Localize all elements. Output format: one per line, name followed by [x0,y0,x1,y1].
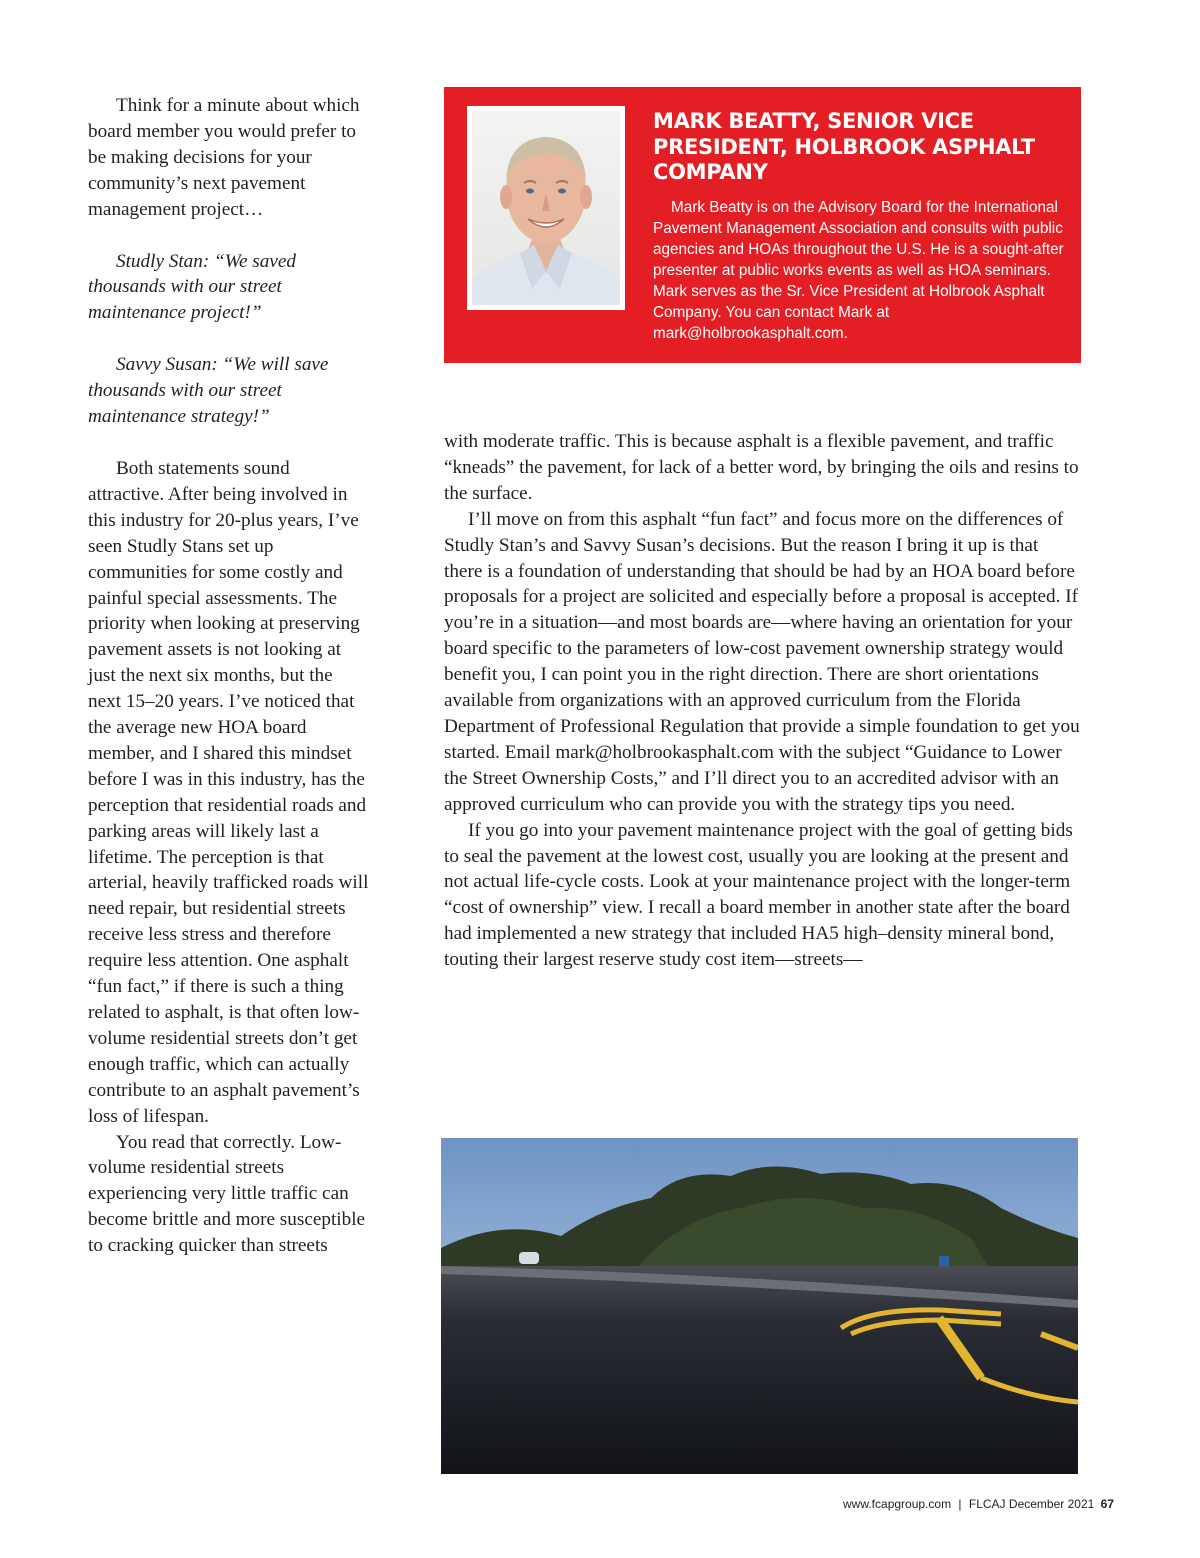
left-paragraph-end: You read that correctly. Low-volume residential streets experiencing very little traffic can become brittle and more susceptible to cracking quicker than streets [88,1131,366,1257]
right-column [444,429,1080,973]
footer-publication: FLCAJ [968,1497,1006,1511]
left-paragraph-body: Both statements sound attractive. After being involved in this industry for 20-plus years, I’ve seen Studly Stans set up communities for some costly and painful special assessments. The priority when looking at preserving pavement assets is not looking at just the next six months, but the next 15–20 years. I’ve noticed that the average new HOA board member, and I shared this mindset before I was in this industry, has the perception that residential roads and parking areas will likely last a lifetime. The perception is that arterial, heavily trafficked roads will need repair, but residential streets receive less stress and therefore require less attention. One asphalt “fun fact,” if there is such a thing related to asphalt, is that often low-volume residential streets don’t get enough traffic, which can actually contribute to an asphalt pavement’s loss of lifespan. [88,457,369,1127]
quote-studly-stan: Studly Stan: “We saved thousands with our street maintenance project!” [88,250,296,324]
right-paragraph-cost-ownership: If you go into your pavement maintenance project with the goal of getting bids to seal the pavement at the lowest cost, usually you are looking at the present and not actual life-cycle costs. Look at your maintenance project with the longer-term “cost of ownership” view. I recall a board member in another state after the board had implemented a new strategy that included HA5 high–density mineral bond, touting their largest reserve study cost item—streets— [444,819,1073,971]
page-footer [843,1497,1114,1511]
author-portrait-image [472,111,620,305]
footer-date: December 2021 [1008,1497,1095,1511]
page-number: 67 [1100,1497,1114,1511]
author-bio-text: Mark Beatty is on the Advisory Board for the International Pavement Management Association and consults with public agencies and HOAs throughout the U.S. He is a sought-after presenter at public works events as well as HOA seminars. Mark serves as the Sr. Vice President at Holbrook Asphalt Company. You can contact Mark at mark@holbrookasphalt.com. [653,199,1064,342]
sealed-road-photo [441,1138,1078,1474]
author-bio-box [444,87,1081,363]
footer-website: www.fcapgroup.com [843,1497,952,1511]
right-paragraph-orientation: I’ll move on from this asphalt “fun fact” and focus more on the differences of Studly Stan’s and Savvy Susan’s decisions. But the reason I bring it up is that there is a foundation of understanding that should be had by an HOA board before proposals for a project are solicited and especially before a proposal is accepted. If you’re in a situation—and most boards are—where having an orientation for your board specific to the parameters of low-cost pavement ownership strategy would benefit you, I can point you in the right direction. There are short orientations available from organizations with an approved curriculum from the Florida Department of Professional Regulation that provide a simple foundation to get you started. Email mark@holbrookasphalt.com with the subject “Guidance to Lower the Street Ownership Costs,” and I’ll direct you to an accredited advisor with an approved curriculum who can provide you with the strategy tips you need. [444,508,1080,815]
right-paragraph-continued: with moderate traffic. This is because asphalt is a flexible pavement, and traffic “kneads” the pavement, for lack of a better word, by bringing the oils and resins to the surface. [444,431,1079,504]
author-photo [467,106,625,310]
left-column [88,93,370,1259]
quote-savvy-susan: Savvy Susan: “We will save thousands with our street maintenance strategy!” [88,354,329,428]
author-bio-title: MARK BEATTY, SENIOR VICE PRESIDENT, HOLBROOK ASPHALT COMPANY [653,109,1035,184]
footer-separator: | [958,1497,962,1511]
left-paragraph-intro: Think for a minute about which board member you would prefer to be making decisions for your community’s next pavement management project… [88,95,360,220]
